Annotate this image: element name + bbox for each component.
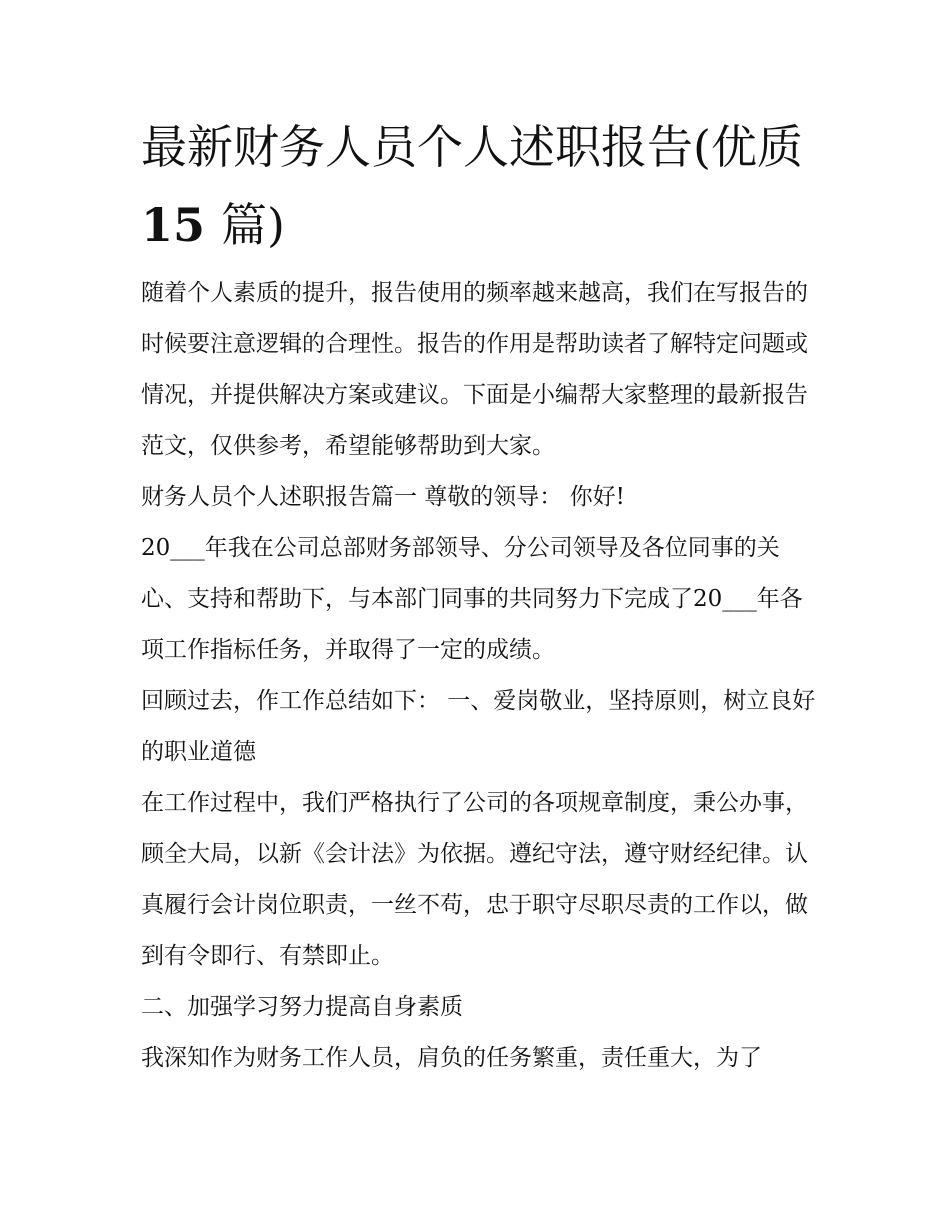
section-one-salutation: 财务人员个人述职报告篇一 尊敬的领导： 你好! bbox=[141, 484, 625, 510]
work-process-paragraph: 在工作过程中，我们严格执行了公司的各项规章制度，秉公办事，顾全大局，以新《会计法》为依据。遵纪守法，遵守财经纪律。认真履行会计岗位职责，一丝不苟，忠于职守尽职尽责的工作以，做到有令即行、有禁即止。 bbox=[141, 790, 808, 969]
section-two-heading: 二、加强学习努力提高自身素质 bbox=[141, 994, 463, 1020]
document-title: 最新财务人员个人述职报告(优质 15 篇) bbox=[141, 120, 803, 252]
intro-paragraph: 随着个人素质的提升，报告使用的频率越来越高，我们在写报告的时候要注意逻辑的合理性。报告的作用是帮助读者了解特定问题或情况，并提供解决方案或建议。下面是小编帮大家整理的最新报告范文，仅供参考，希望能够帮助到大家。 bbox=[141, 280, 808, 459]
work-overview-paragraph: 20___年我在公司总部财务部领导、分公司领导及各位同事的关心、支持和帮助下，与本部门同事的共同努力下完成了20___年各项工作指标任务，并取得了一定的成绩。 bbox=[141, 535, 803, 663]
document-page bbox=[141, 108, 821, 1084]
section-two-paragraph: 我深知作为财务工作人员，肩负的任务繁重，责任重大，为了 bbox=[141, 1045, 762, 1071]
review-heading-paragraph: 回顾过去，作工作总结如下： 一、爱岗敬业，坚持原则，树立良好的职业道德 bbox=[141, 688, 816, 765]
